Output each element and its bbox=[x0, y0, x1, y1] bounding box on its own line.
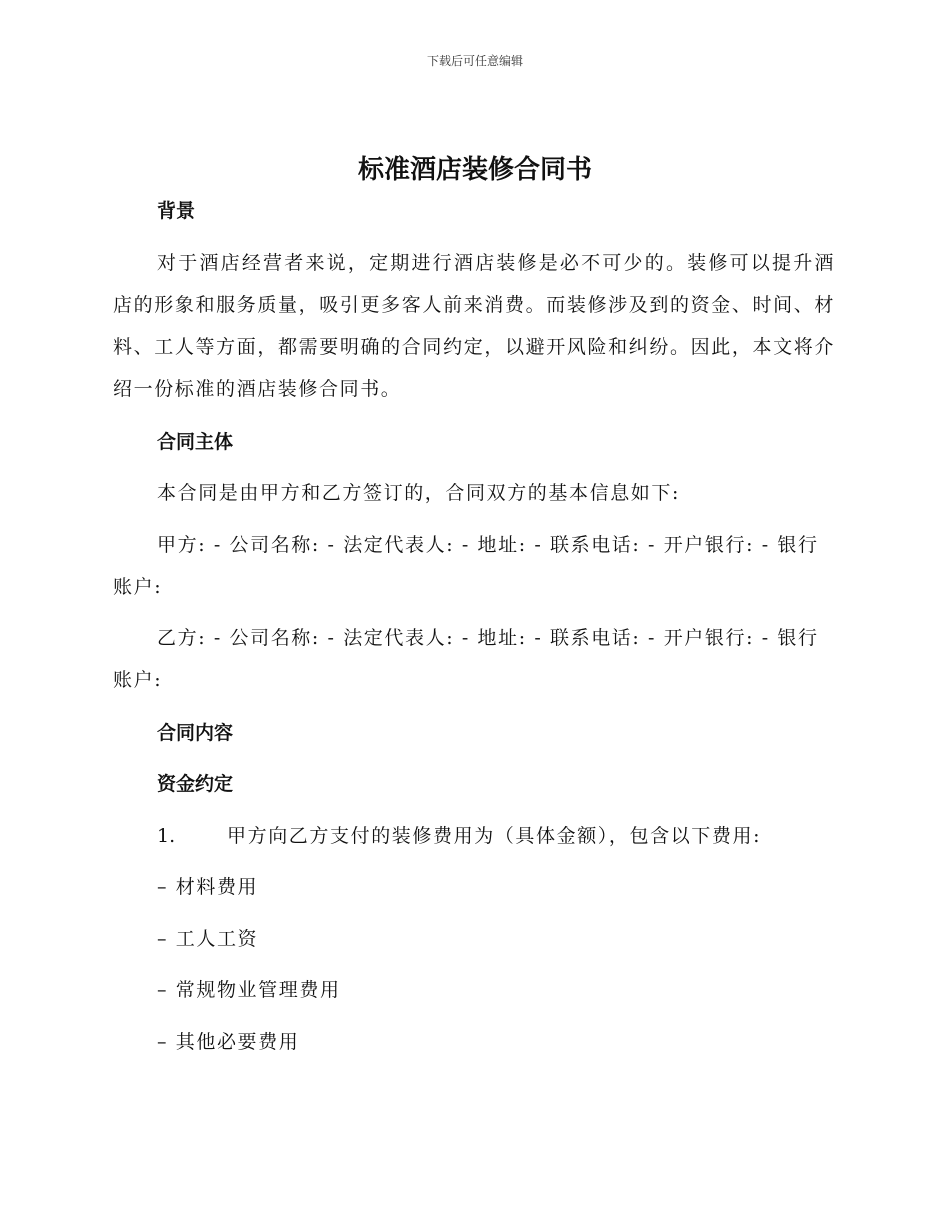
funding-heading: 资金约定 bbox=[157, 773, 234, 795]
party-a-info: 甲方: - 公司名称: - 法定代表人: - 地址: - 联系电话: - 开户银行: - 银行账户: bbox=[113, 534, 819, 598]
fee-item-property-management: – 常规物业管理费用 bbox=[157, 979, 341, 1001]
page-header: 下载后可任意编辑 bbox=[426, 54, 523, 68]
fee-item-wages: – 工人工资 bbox=[157, 928, 259, 950]
party-b-info: 乙方: - 公司名称: - 法定代表人: - 地址: - 联系电话: - 开户银行: - 银行账户: bbox=[113, 627, 819, 691]
fee-item-materials: – 材料费用 bbox=[157, 876, 259, 898]
funding-item-text: 甲方向乙方支付的装修费用为（具体金额），包含以下费用: bbox=[227, 825, 762, 847]
parties-intro: 本合同是由甲方和乙方签订的，合同双方的基本信息如下: bbox=[157, 482, 681, 504]
funding-item-number: 1. bbox=[157, 825, 176, 847]
parties-heading: 合同主体 bbox=[157, 431, 234, 453]
funding-item-1 bbox=[157, 822, 761, 850]
background-paragraph: 对于酒店经营者来说，定期进行酒店装修是必不可少的。装修可以提升酒店的形象和服务质量，吸引更多客人前来消费。而装修涉及到的资金、时间、材料、工人等方面，都需要明确的合同约定，以避开风险和纠纷。因此，本文将介绍一份标准的酒店装修合同书。 bbox=[113, 252, 835, 400]
document-title: 标准酒店装修合同书 bbox=[357, 155, 592, 185]
fee-item-other: – 其他必要费用 bbox=[157, 1031, 300, 1053]
contract-content-heading: 合同内容 bbox=[157, 722, 234, 744]
background-heading: 背景 bbox=[157, 200, 196, 222]
